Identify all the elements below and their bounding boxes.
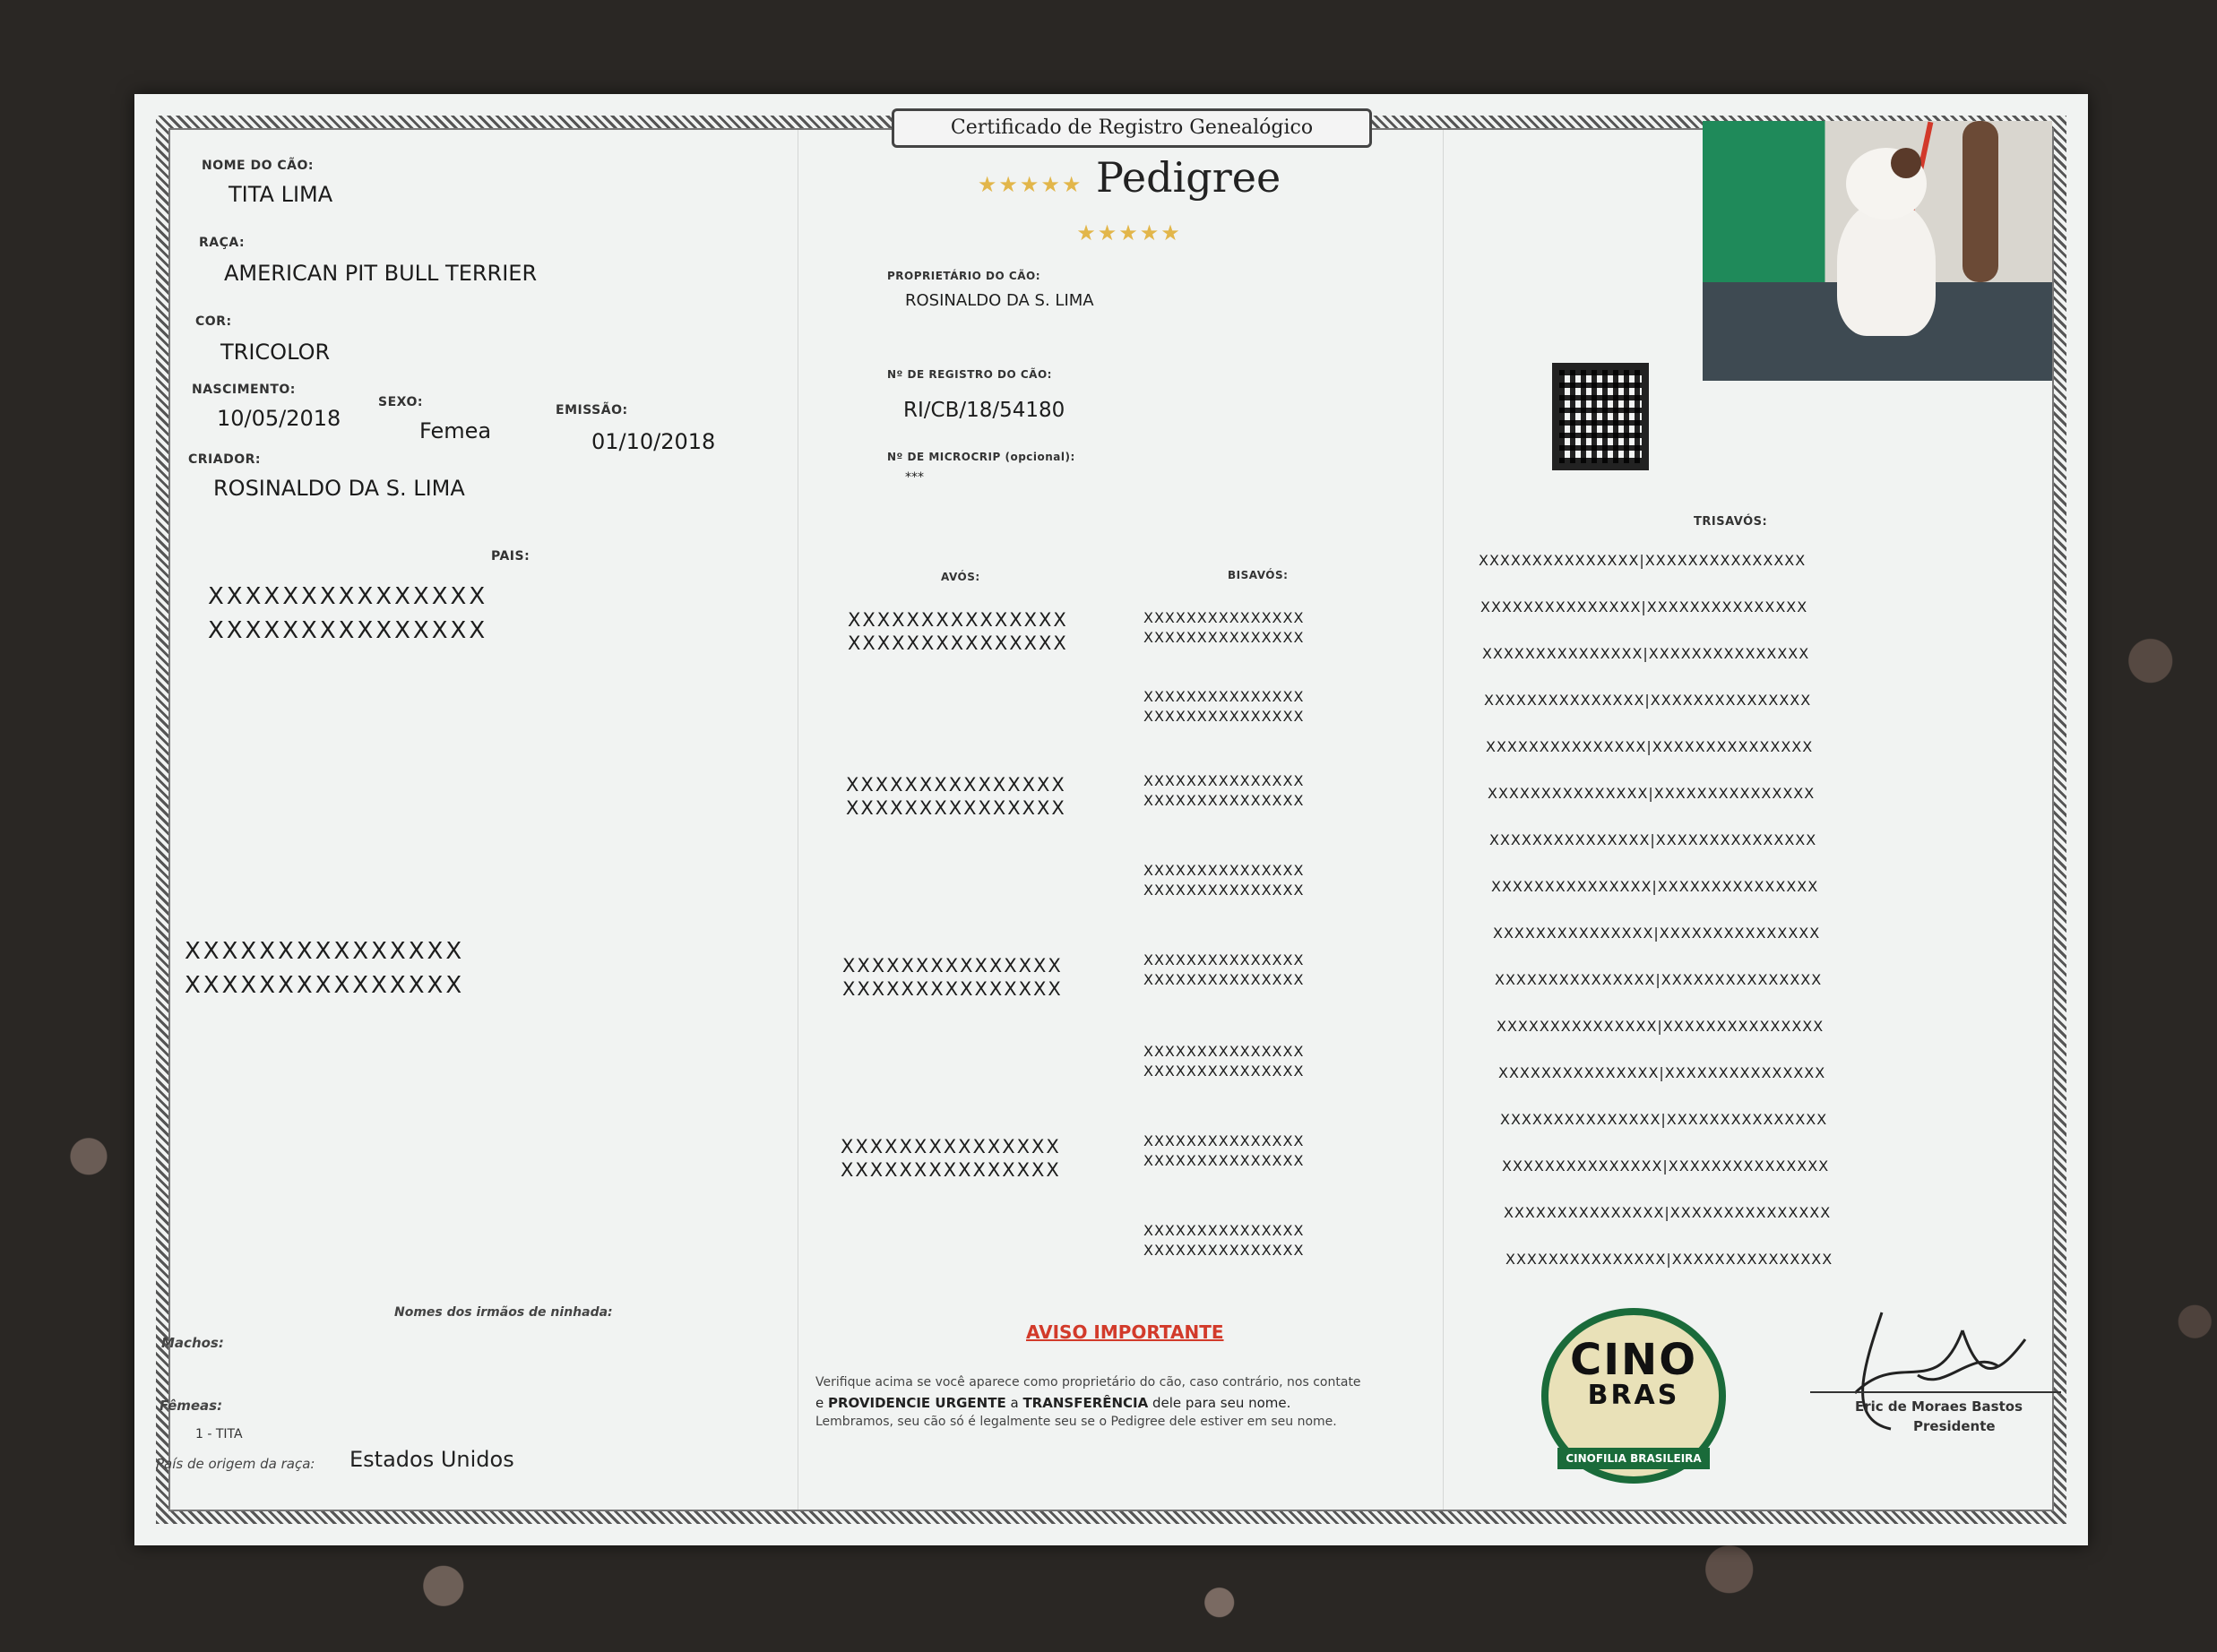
sire-line-2: XXXXXXXXXXXXXXX [208,617,488,644]
name-label: NOME DO CÃO: [202,159,314,173]
males-label: Machos: [161,1335,224,1351]
great-grandparent-1b: XXXXXXXXXXXXXXX [1143,629,1305,646]
grandparent-3b: XXXXXXXXXXXXXXX [842,978,1063,1000]
certificate-title: Certificado de Registro Genealógico [892,108,1372,148]
signer-role: Presidente [1913,1418,1996,1434]
grandparent-4b: XXXXXXXXXXXXXXX [841,1159,1061,1181]
great-grandparent-5a: XXXXXXXXXXXXXXX [1143,951,1305,968]
great-great-line-11: XXXXXXXXXXXXXXX|XXXXXXXXXXXXXXX [1497,1018,1824,1035]
great-grandparent-2a: XXXXXXXXXXXXXXX [1143,688,1305,705]
great-great-line-14: XXXXXXXXXXXXXXX|XXXXXXXXXXXXXXX [1502,1157,1830,1174]
birth-label: NASCIMENTO: [192,383,296,397]
logo-band: CINOFILIA BRASILEIRA [1557,1448,1710,1469]
dog-breeder: ROSINALDO DA S. LIMA [213,476,465,501]
microchip-value: *** [905,470,924,485]
grandparent-1a: XXXXXXXXXXXXXXX [848,609,1068,631]
origin-label: País de origem da raça: [156,1456,315,1472]
dog-breed: AMERICAN PIT BULL TERRIER [224,261,538,286]
grandparent-2a: XXXXXXXXXXXXXXX [846,774,1066,796]
great-grandparent-3b: XXXXXXXXXXXXXXX [1143,792,1305,809]
grandparent-1b: XXXXXXXXXXXXXXX [848,632,1068,654]
dog-color: TRICOLOR [220,340,331,365]
grandparent-3a: XXXXXXXXXXXXXXX [842,955,1063,977]
great-great-grandparents-label: TRISAVÓS: [1694,515,1768,529]
great-great-line-5: XXXXXXXXXXXXXXX|XXXXXXXXXXXXXXX [1486,738,1814,755]
grandparents-label: AVÓS: [941,571,980,583]
female-sibling: 1 - TITA [195,1427,243,1441]
pedigree-heading [923,153,1335,250]
dam-line-2: XXXXXXXXXXXXXXX [185,972,465,999]
sex-label: SEXO: [378,395,423,409]
great-great-line-16: XXXXXXXXXXXXXXX|XXXXXXXXXXXXXXX [1505,1251,1833,1268]
qr-code [1552,363,1649,470]
pedigree-title: Pedigree [1096,153,1281,202]
great-great-line-1: XXXXXXXXXXXXXXX|XXXXXXXXXXXXXXX [1479,552,1807,569]
dog-sex: Femea [419,418,492,443]
owner-label: PROPRIETÁRIO DO CÃO: [887,270,1040,282]
notice-line-2-c: a [1005,1395,1023,1411]
fold-line-right [1443,130,1444,1510]
pedigree-certificate [134,94,2088,1545]
great-great-line-7: XXXXXXXXXXXXXXX|XXXXXXXXXXXXXXX [1489,831,1817,848]
stars-right: ★★★★★ [1076,220,1182,245]
notice-line-3: Lembramos, seu cão só é legalmente seu se o Pedigree dele estiver em seu nome. [815,1415,1337,1429]
great-great-line-13: XXXXXXXXXXXXXXX|XXXXXXXXXXXXXXX [1500,1111,1828,1128]
notice-line-1: Verifique acima se você aparece como proprietário do cão, caso contrário, nos contate [815,1375,1361,1390]
logo-text-top: CINO [1569,1335,1698,1385]
dog-birth: 10/05/2018 [217,406,341,431]
dog-issue-date: 01/10/2018 [591,429,716,454]
great-grandparent-2b: XXXXXXXXXXXXXXX [1143,708,1305,725]
great-grandparent-6a: XXXXXXXXXXXXXXX [1143,1043,1305,1060]
breed-origin: Estados Unidos [349,1447,514,1472]
registration-number: RI/CB/18/54180 [903,399,1065,422]
signer-name: Eric de Moraes Bastos [1855,1398,2023,1415]
dam-line-1: XXXXXXXXXXXXXXX [185,938,465,965]
notice-urgent: PROVIDENCIE URGENTE [828,1395,1006,1411]
sire-line-1: XXXXXXXXXXXXXXX [208,583,488,610]
notice-line-2 [815,1395,1290,1411]
issue-label: EMISSÃO: [556,403,628,417]
microchip-label: Nº DE MICROCRIP (opcional): [887,451,1075,463]
females-label: Fêmeas: [160,1398,223,1414]
great-grandparent-5b: XXXXXXXXXXXXXXX [1143,971,1305,988]
great-great-line-2: XXXXXXXXXXXXXXX|XXXXXXXXXXXXXXX [1480,598,1808,615]
cinobras-logo [1541,1308,1726,1484]
dog-name: TITA LIMA [229,182,333,207]
great-grandparent-4a: XXXXXXXXXXXXXXX [1143,862,1305,879]
notice-transfer: TRANSFERÊNCIA [1022,1395,1149,1411]
great-great-line-8: XXXXXXXXXXXXXXX|XXXXXXXXXXXXXXX [1491,878,1819,895]
great-grandparent-6b: XXXXXXXXXXXXXXX [1143,1063,1305,1080]
breeder-label: CRIADOR: [188,452,261,467]
great-grandparent-1a: XXXXXXXXXXXXXXX [1143,609,1305,626]
registration-label: Nº DE REGISTRO DO CÃO: [887,368,1052,381]
notice-line-2-e: dele para seu nome. [1148,1395,1291,1411]
dog-photo [1703,121,2052,381]
litter-title: Nomes dos irmãos de ninhada: [394,1305,613,1320]
great-great-line-10: XXXXXXXXXXXXXXX|XXXXXXXXXXXXXXX [1495,971,1823,988]
notice-title: AVISO IMPORTANTE [1026,1321,1224,1343]
great-grandparent-7b: XXXXXXXXXXXXXXX [1143,1152,1305,1169]
parents-label: PAIS: [491,549,531,564]
great-grandparent-4b: XXXXXXXXXXXXXXX [1143,882,1305,899]
great-great-line-3: XXXXXXXXXXXXXXX|XXXXXXXXXXXXXXX [1482,645,1810,662]
logo-text-bottom: BRAS [1587,1380,1680,1411]
great-great-line-12: XXXXXXXXXXXXXXX|XXXXXXXXXXXXXXX [1498,1064,1826,1081]
great-grandparent-8b: XXXXXXXXXXXXXXX [1143,1242,1305,1259]
great-great-line-9: XXXXXXXXXXXXXXX|XXXXXXXXXXXXXXX [1493,925,1821,942]
great-grandparent-7a: XXXXXXXXXXXXXXX [1143,1132,1305,1149]
great-great-line-15: XXXXXXXXXXXXXXX|XXXXXXXXXXXXXXX [1504,1204,1832,1221]
great-grandparent-8a: XXXXXXXXXXXXXXX [1143,1222,1305,1239]
great-grandparents-label: BISAVÓS: [1228,569,1289,581]
grandparent-2b: XXXXXXXXXXXXXXX [846,797,1066,819]
color-label: COR: [195,314,232,329]
signature-line [1810,1391,2061,1393]
notice-line-2-a: e [815,1395,828,1411]
stars-left: ★★★★★ [977,172,1083,197]
great-great-line-4: XXXXXXXXXXXXXXX|XXXXXXXXXXXXXXX [1484,692,1812,709]
owner-name: ROSINALDO DA S. LIMA [905,291,1094,310]
great-grandparent-3a: XXXXXXXXXXXXXXX [1143,772,1305,789]
breed-label: RAÇA: [199,236,246,250]
great-great-line-6: XXXXXXXXXXXXXXX|XXXXXXXXXXXXXXX [1488,785,1816,802]
grandparent-4a: XXXXXXXXXXXXXXX [841,1136,1061,1157]
